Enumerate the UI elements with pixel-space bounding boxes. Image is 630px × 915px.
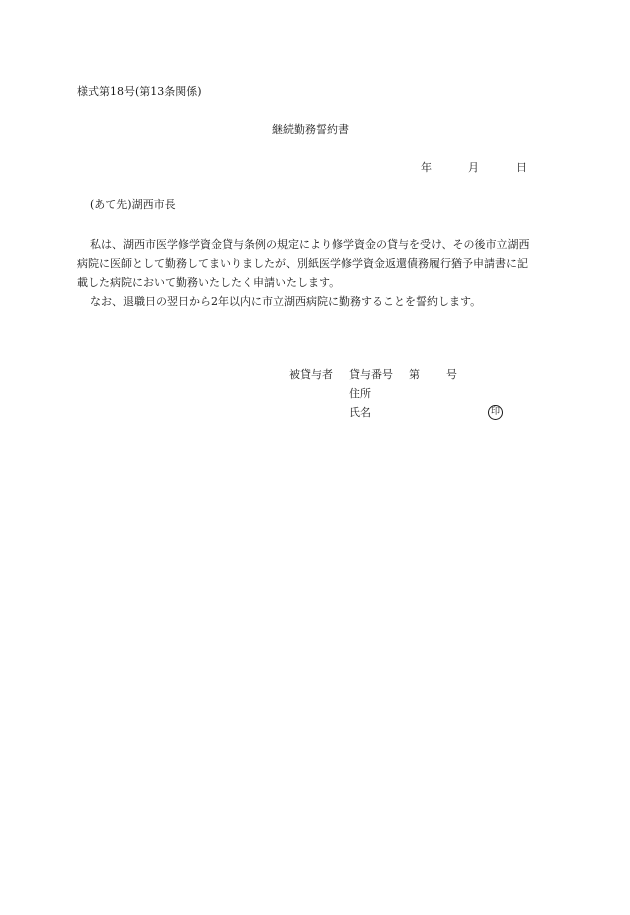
document-title: 継続勤務誓約書 (272, 123, 349, 136)
seal-mark-icon: 印 (488, 405, 503, 420)
date-month-label: 月 (468, 161, 479, 174)
loan-number-suffix: 号 (446, 368, 457, 381)
date-year-label: 年 (421, 161, 432, 174)
address-label: 住所 (349, 387, 371, 400)
addressee: (あて先)湖西市長 (90, 198, 176, 211)
pledge-paragraph-2: なお、退職日の翌日から2年以内に市立湖西病院に勤務することを誓約します。 (90, 295, 482, 308)
loan-number-prefix: 第 (409, 368, 420, 381)
date-day-label: 日 (516, 161, 527, 174)
borrower-label: 被貸与者 (289, 368, 333, 381)
form-number: 様式第18号(第13条関係) (77, 85, 202, 98)
name-label: 氏名 (349, 406, 371, 419)
loan-number-label: 貸与番号 (349, 368, 393, 381)
pledge-paragraph-1: 私は、湖西市医学修学資金貸与条例の規定により修学資金の貸与を受け、その後市立湖西病院に医師として勤務してまいりましたが、別紙医学修学資金返還債務履行猶予申請書に記載した病院において勤務いたしたく申請いたします。 (77, 238, 530, 289)
